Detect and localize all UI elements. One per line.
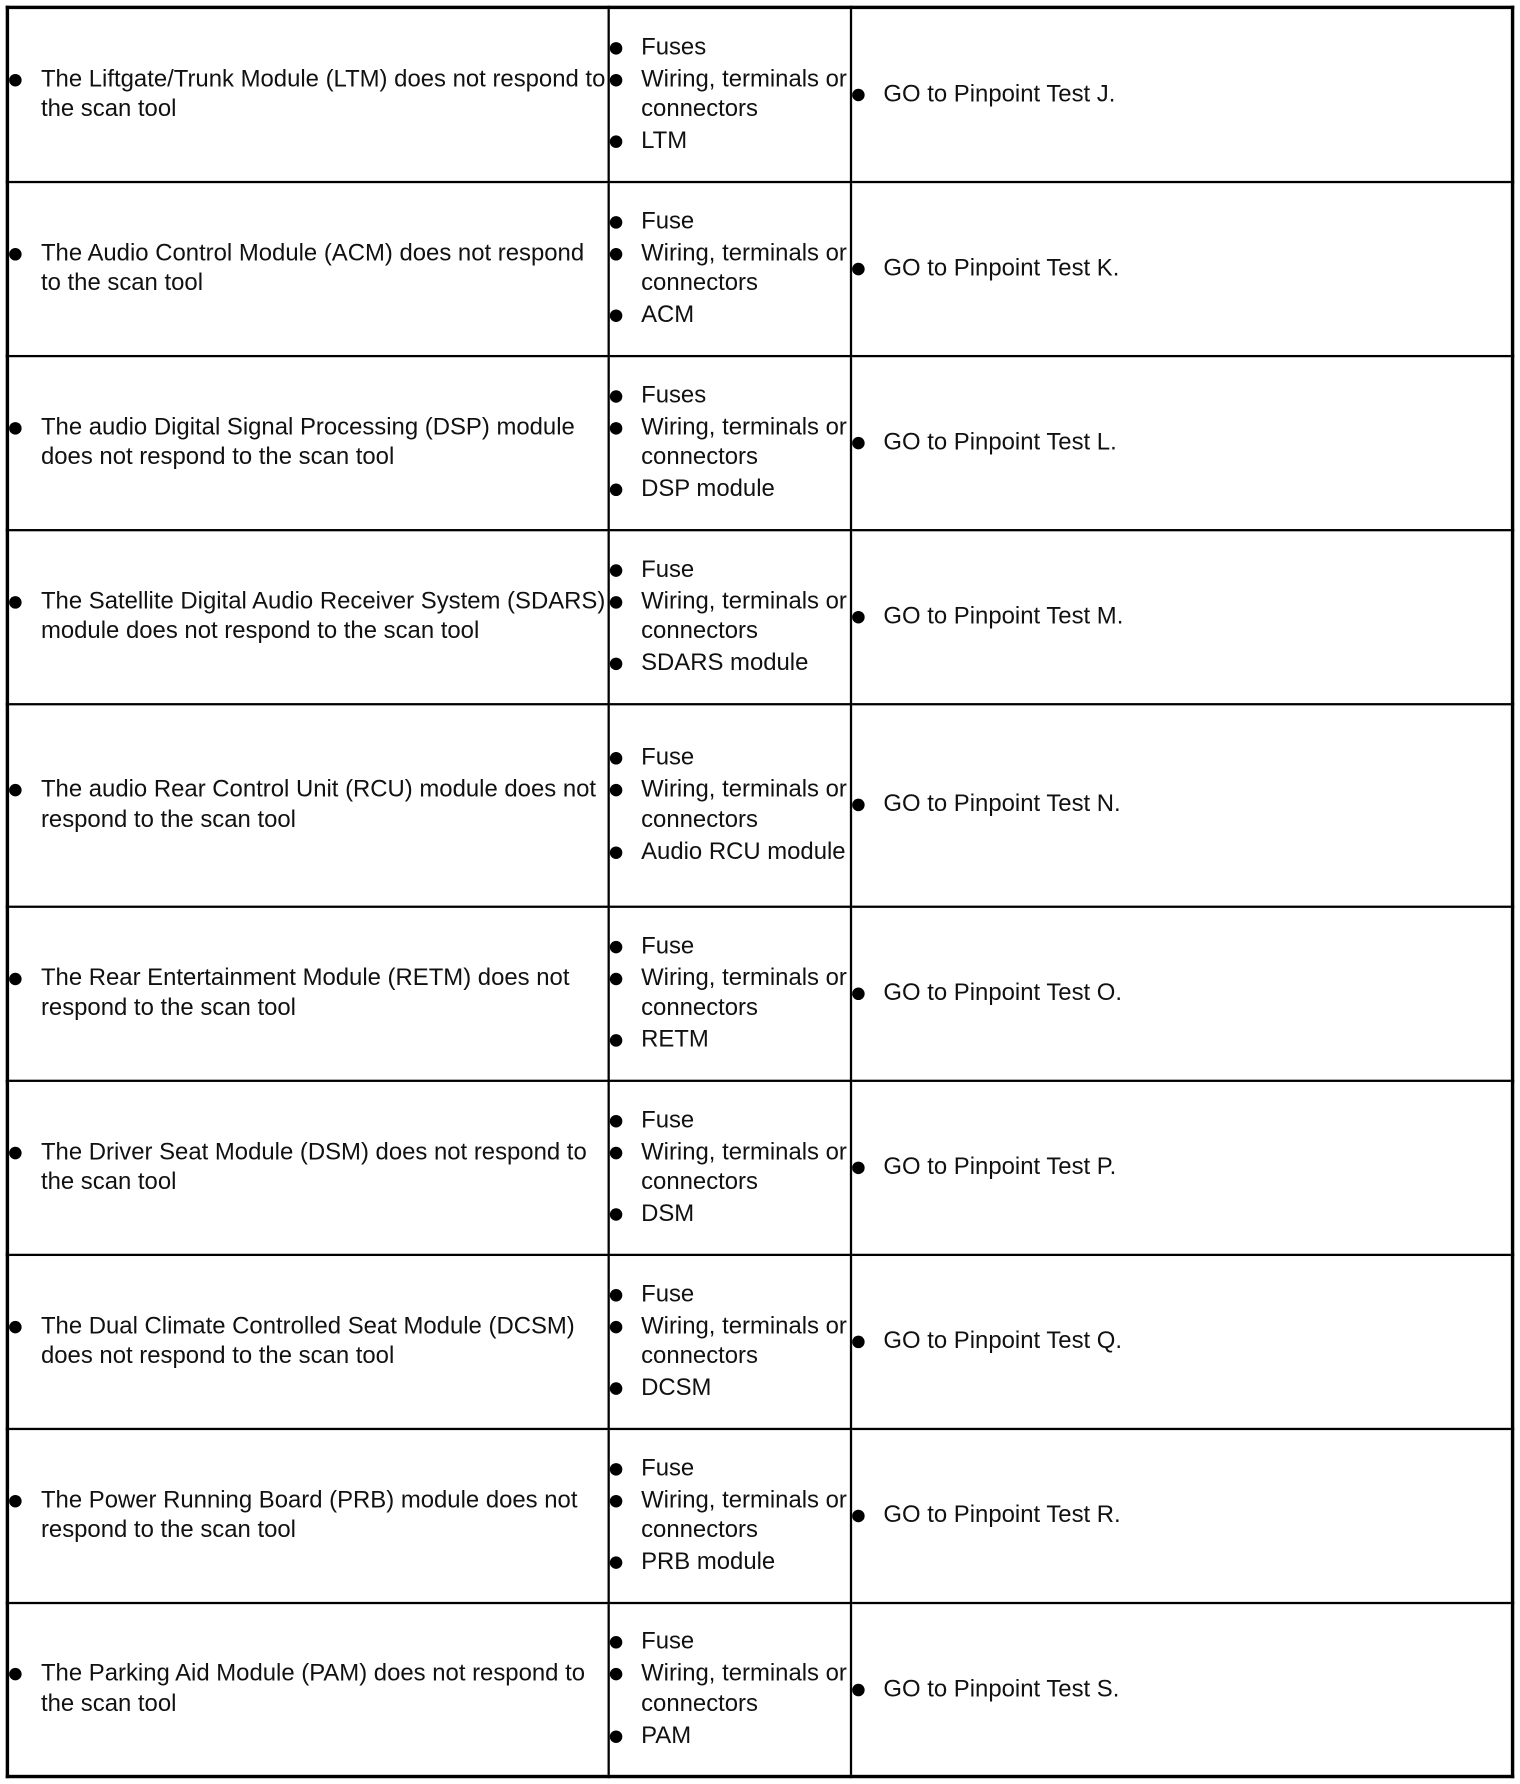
- source-item: [609, 65, 849, 125]
- bullet-icon: [9, 972, 22, 985]
- source-item: [609, 474, 849, 504]
- source-text: PAM: [641, 1722, 692, 1749]
- source-text: Fuses: [641, 381, 707, 408]
- bullet-icon: [609, 1382, 622, 1395]
- source-text: Wiring, terminals or connectors: [641, 65, 847, 123]
- bullet-icon: [609, 1668, 622, 1681]
- condition-text: The Rear Entertainment Module (RETM) does not respond to the scan tool: [40, 964, 570, 1021]
- bullet-icon: [609, 1494, 622, 1507]
- bullet-icon: [9, 74, 22, 87]
- condition-cell: [7, 7, 608, 181]
- source-text: Fuse: [641, 555, 695, 582]
- bullet-icon: [852, 1335, 865, 1348]
- condition-text: The Audio Control Module (ACM) does not respond to the scan tool: [40, 239, 585, 296]
- table-row: [7, 704, 1512, 907]
- bullet-icon: [609, 784, 622, 797]
- bullet-icon: [609, 752, 622, 765]
- source-item: [609, 206, 849, 236]
- possible-sources-cell: [608, 530, 850, 704]
- source-item: [609, 127, 849, 157]
- condition-text: The audio Digital Signal Processing (DSP) module does not respond to the scan tool: [40, 413, 575, 470]
- source-item: [609, 300, 849, 330]
- bullet-icon: [9, 1146, 22, 1159]
- source-item: [609, 1311, 849, 1371]
- source-item: [609, 775, 849, 835]
- bullet-icon: [609, 42, 622, 55]
- table-row: [7, 530, 1512, 704]
- source-text: PRB module: [641, 1548, 776, 1575]
- bullet-icon: [852, 611, 865, 624]
- bullet-icon: [609, 972, 622, 985]
- source-text: Audio RCU module: [641, 837, 846, 865]
- bullet-icon: [609, 846, 622, 859]
- condition-text: The audio Rear Control Unit (RCU) module does not respond to the scan tool: [40, 775, 597, 833]
- bullet-icon: [852, 89, 865, 102]
- source-item: [609, 1373, 849, 1403]
- bullet-icon: [609, 216, 622, 229]
- bullet-icon: [609, 309, 622, 322]
- bullet-icon: [609, 74, 622, 87]
- bullet-icon: [609, 247, 622, 260]
- source-text: Wiring, terminals or connectors: [641, 775, 847, 833]
- source-text: LTM: [641, 127, 688, 154]
- source-item: [609, 931, 849, 961]
- table-row: [7, 7, 1512, 181]
- source-item: [609, 238, 849, 298]
- condition-cell: [7, 530, 608, 704]
- source-item: [609, 1721, 849, 1751]
- bullet-icon: [609, 1730, 622, 1743]
- action-cell: [850, 356, 1512, 530]
- condition-cell: [7, 356, 608, 530]
- source-text: Fuse: [641, 1628, 695, 1655]
- bullet-icon: [609, 1208, 622, 1221]
- action-text: GO to Pinpoint Test P.: [883, 1153, 1117, 1180]
- source-text: Wiring, terminals or connectors: [641, 1312, 847, 1369]
- condition-cell: [7, 906, 608, 1080]
- bullet-icon: [9, 1320, 22, 1333]
- possible-sources-cell: [608, 1602, 850, 1776]
- action-cell: [850, 1080, 1512, 1254]
- condition-cell: [7, 1080, 608, 1254]
- source-text: ACM: [641, 301, 695, 328]
- source-item: [609, 648, 849, 678]
- bullet-icon: [609, 1146, 622, 1159]
- source-text: Fuse: [641, 744, 695, 771]
- source-text: Wiring, terminals or connectors: [641, 413, 847, 470]
- possible-sources-cell: [608, 356, 850, 530]
- source-item: [609, 963, 849, 1023]
- bullet-icon: [609, 1636, 622, 1649]
- source-item: [609, 555, 849, 585]
- source-item: [609, 1485, 849, 1545]
- action-text: GO to Pinpoint Test N.: [883, 790, 1121, 818]
- source-text: SDARS module: [641, 649, 809, 676]
- source-item: [609, 1199, 849, 1229]
- source-text: DSP module: [641, 475, 775, 502]
- bullet-icon: [609, 658, 622, 671]
- source-item: [609, 412, 849, 472]
- action-text: GO to Pinpoint Test O.: [883, 979, 1123, 1006]
- bullet-icon: [609, 422, 622, 435]
- source-item: [609, 743, 849, 773]
- source-item: [609, 1279, 849, 1309]
- action-cell: [850, 7, 1512, 181]
- source-item: [609, 381, 849, 411]
- table-row: [7, 181, 1512, 355]
- possible-sources-cell: [608, 1254, 850, 1428]
- source-text: Wiring, terminals or connectors: [641, 964, 847, 1021]
- bullet-icon: [609, 390, 622, 403]
- table-row: [7, 906, 1512, 1080]
- source-text: Wiring, terminals or connectors: [641, 587, 847, 644]
- possible-sources-cell: [608, 906, 850, 1080]
- bullet-icon: [609, 484, 622, 497]
- table-row: [7, 1428, 1512, 1602]
- bullet-icon: [609, 1034, 622, 1047]
- bullet-icon: [609, 1288, 622, 1301]
- action-text: GO to Pinpoint Test K.: [883, 254, 1120, 281]
- source-item: [609, 586, 849, 646]
- bullet-icon: [9, 1668, 22, 1681]
- action-text: GO to Pinpoint Test J.: [883, 80, 1116, 107]
- bullet-icon: [9, 596, 22, 609]
- source-item: [609, 1659, 849, 1719]
- possible-sources-cell: [608, 1080, 850, 1254]
- condition-cell: [7, 1428, 608, 1602]
- possible-sources-cell: [608, 1428, 850, 1602]
- source-item: [609, 1105, 849, 1135]
- table-row: [7, 356, 1512, 530]
- source-item: [609, 837, 849, 867]
- source-item: [609, 1627, 849, 1657]
- action-cell: [850, 704, 1512, 907]
- source-text: DSM: [641, 1200, 695, 1227]
- action-text: GO to Pinpoint Test R.: [883, 1501, 1121, 1528]
- table-row: [7, 1080, 1512, 1254]
- source-item: [609, 33, 849, 63]
- condition-cell: [7, 704, 608, 907]
- condition-text: The Satellite Digital Audio Receiver System (SDARS) module does not respond to the scan tool: [40, 587, 606, 644]
- source-text: Wiring, terminals or connectors: [641, 1138, 847, 1195]
- bullet-icon: [852, 1683, 865, 1696]
- bullet-icon: [9, 422, 22, 435]
- source-item: [609, 1025, 849, 1055]
- table-row: [7, 1254, 1512, 1428]
- source-text: Fuse: [641, 207, 695, 234]
- action-cell: [850, 1428, 1512, 1602]
- bullet-icon: [609, 1463, 622, 1476]
- action-cell: [850, 181, 1512, 355]
- bullet-icon: [609, 1556, 622, 1569]
- condition-text: The Liftgate/Trunk Module (LTM) does not respond to the scan tool: [40, 65, 606, 123]
- bullet-icon: [852, 1161, 865, 1174]
- bullet-icon: [852, 987, 865, 1000]
- bullet-icon: [9, 247, 22, 260]
- bullet-icon: [9, 784, 22, 797]
- table-body: [7, 7, 1512, 1776]
- bullet-icon: [9, 1494, 22, 1507]
- source-text: RETM: [641, 1026, 709, 1053]
- action-cell: [850, 1602, 1512, 1776]
- source-item: [609, 1453, 849, 1483]
- possible-sources-cell: [608, 7, 850, 181]
- action-text: GO to Pinpoint Test L.: [883, 428, 1117, 455]
- action-cell: [850, 1254, 1512, 1428]
- bullet-icon: [852, 799, 865, 812]
- condition-text: The Parking Aid Module (PAM) does not respond to the scan tool: [40, 1660, 586, 1717]
- possible-sources-cell: [608, 181, 850, 355]
- source-text: Wiring, terminals or connectors: [641, 239, 847, 296]
- source-text: Fuse: [641, 932, 695, 959]
- bullet-icon: [852, 263, 865, 276]
- source-item: [609, 1137, 849, 1197]
- bullet-icon: [609, 136, 622, 149]
- bullet-icon: [609, 564, 622, 577]
- source-text: Fuses: [641, 33, 707, 61]
- source-item: [609, 1547, 849, 1577]
- bullet-icon: [609, 596, 622, 609]
- condition-text: The Power Running Board (PRB) module does not respond to the scan tool: [40, 1486, 578, 1543]
- source-text: Fuse: [641, 1106, 695, 1133]
- bullet-icon: [852, 1509, 865, 1522]
- condition-cell: [7, 1254, 608, 1428]
- condition-cell: [7, 181, 608, 355]
- condition-cell: [7, 1602, 608, 1776]
- source-text: DCSM: [641, 1374, 712, 1401]
- action-cell: [850, 530, 1512, 704]
- bullet-icon: [609, 1114, 622, 1127]
- action-text: GO to Pinpoint Test S.: [883, 1675, 1120, 1702]
- condition-text: The Driver Seat Module (DSM) does not respond to the scan tool: [40, 1138, 587, 1195]
- source-text: Wiring, terminals or connectors: [641, 1486, 847, 1543]
- bullet-icon: [852, 437, 865, 450]
- source-text: Fuse: [641, 1454, 695, 1481]
- possible-sources-cell: [608, 704, 850, 907]
- symptom-chart-table: [6, 6, 1515, 1779]
- source-text: Wiring, terminals or connectors: [641, 1660, 847, 1717]
- table-row: [7, 1602, 1512, 1776]
- bullet-icon: [609, 1320, 622, 1333]
- action-cell: [850, 906, 1512, 1080]
- source-text: Fuse: [641, 1280, 695, 1307]
- action-text: GO to Pinpoint Test M.: [883, 602, 1124, 629]
- action-text: GO to Pinpoint Test Q.: [883, 1327, 1123, 1354]
- bullet-icon: [609, 940, 622, 953]
- condition-text: The Dual Climate Controlled Seat Module (DCSM) does not respond to the scan tool: [40, 1312, 575, 1369]
